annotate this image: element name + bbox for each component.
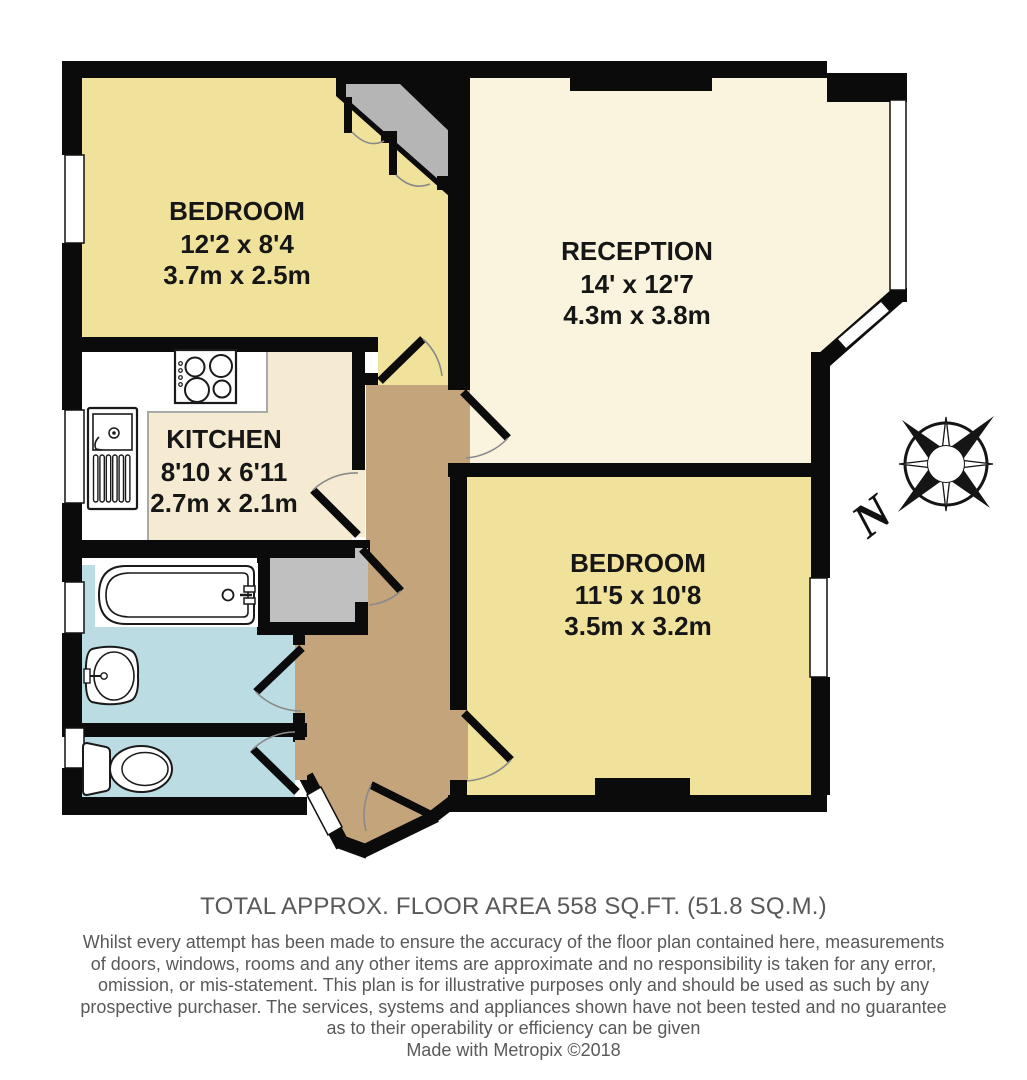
sink-tap bbox=[84, 669, 90, 683]
kitchen-name: KITCHEN bbox=[166, 424, 282, 454]
disclaimer bbox=[0, 932, 1027, 1040]
window bbox=[65, 582, 84, 633]
window bbox=[810, 578, 827, 677]
reception-imperial: 14' x 12'7 bbox=[580, 269, 694, 299]
bedroom1-name: BEDROOM bbox=[169, 196, 305, 226]
disclaimer-line: prospective purchaser. The services, systems and appliances shown have not been tested and no guarantee bbox=[80, 996, 947, 1017]
disclaimer-line: Whilst every attempt has been made to ensure the accuracy of the floor plan contained here, measurements bbox=[82, 932, 945, 952]
bathtub bbox=[95, 563, 258, 627]
bedroom1-metric: 3.7m x 2.5m bbox=[163, 260, 311, 290]
window bbox=[890, 100, 906, 290]
bathtub-tap bbox=[244, 586, 255, 592]
bedroom2-imperial: 11'5 x 10'8 bbox=[574, 580, 702, 610]
reception-metric: 4.3m x 3.8m bbox=[563, 300, 711, 330]
footer bbox=[0, 893, 1027, 1062]
reception-name: RECEPTION bbox=[561, 236, 713, 266]
disclaimer-line: omission, or mis-statement. This plan is for illustrative purposes only and should be used as such by any bbox=[97, 975, 930, 996]
compass-center bbox=[928, 446, 965, 483]
total-area-text: TOTAL APPROX. FLOOR AREA 558 SQ.FT. (51.8 SQ.M.) bbox=[200, 893, 827, 920]
kitchen-metric: 2.7m x 2.1m bbox=[150, 488, 298, 518]
disclaimer-line: of doors, windows, rooms and any other items are approximate and no responsibility is taken for any error, bbox=[90, 953, 937, 974]
window bbox=[65, 728, 84, 768]
toilet-cistern bbox=[83, 743, 110, 795]
disclaimer-line: as to their operability or efficiency can be given bbox=[326, 1018, 701, 1039]
bedroom1-imperial: 12'2 x 8'4 bbox=[180, 229, 294, 259]
kitchen-floor-upper bbox=[267, 352, 352, 412]
stove-hob bbox=[175, 350, 236, 403]
bathtub-drain bbox=[223, 590, 234, 601]
north-label: N bbox=[842, 484, 903, 549]
window bbox=[65, 155, 84, 243]
kitchen-sink bbox=[88, 408, 137, 509]
credit-text: Made with Metropix ©2018 bbox=[406, 1039, 621, 1060]
compass-rose bbox=[841, 416, 994, 549]
bathroom-sink bbox=[84, 647, 138, 705]
cupboard-floor bbox=[270, 558, 357, 622]
toilet bbox=[83, 743, 172, 795]
bedroom2-metric: 3.5m x 3.2m bbox=[564, 611, 712, 641]
kitchen-imperial: 8'10 x 6'11 bbox=[160, 457, 288, 487]
window bbox=[65, 410, 84, 503]
bedroom2-name: BEDROOM bbox=[570, 548, 706, 578]
